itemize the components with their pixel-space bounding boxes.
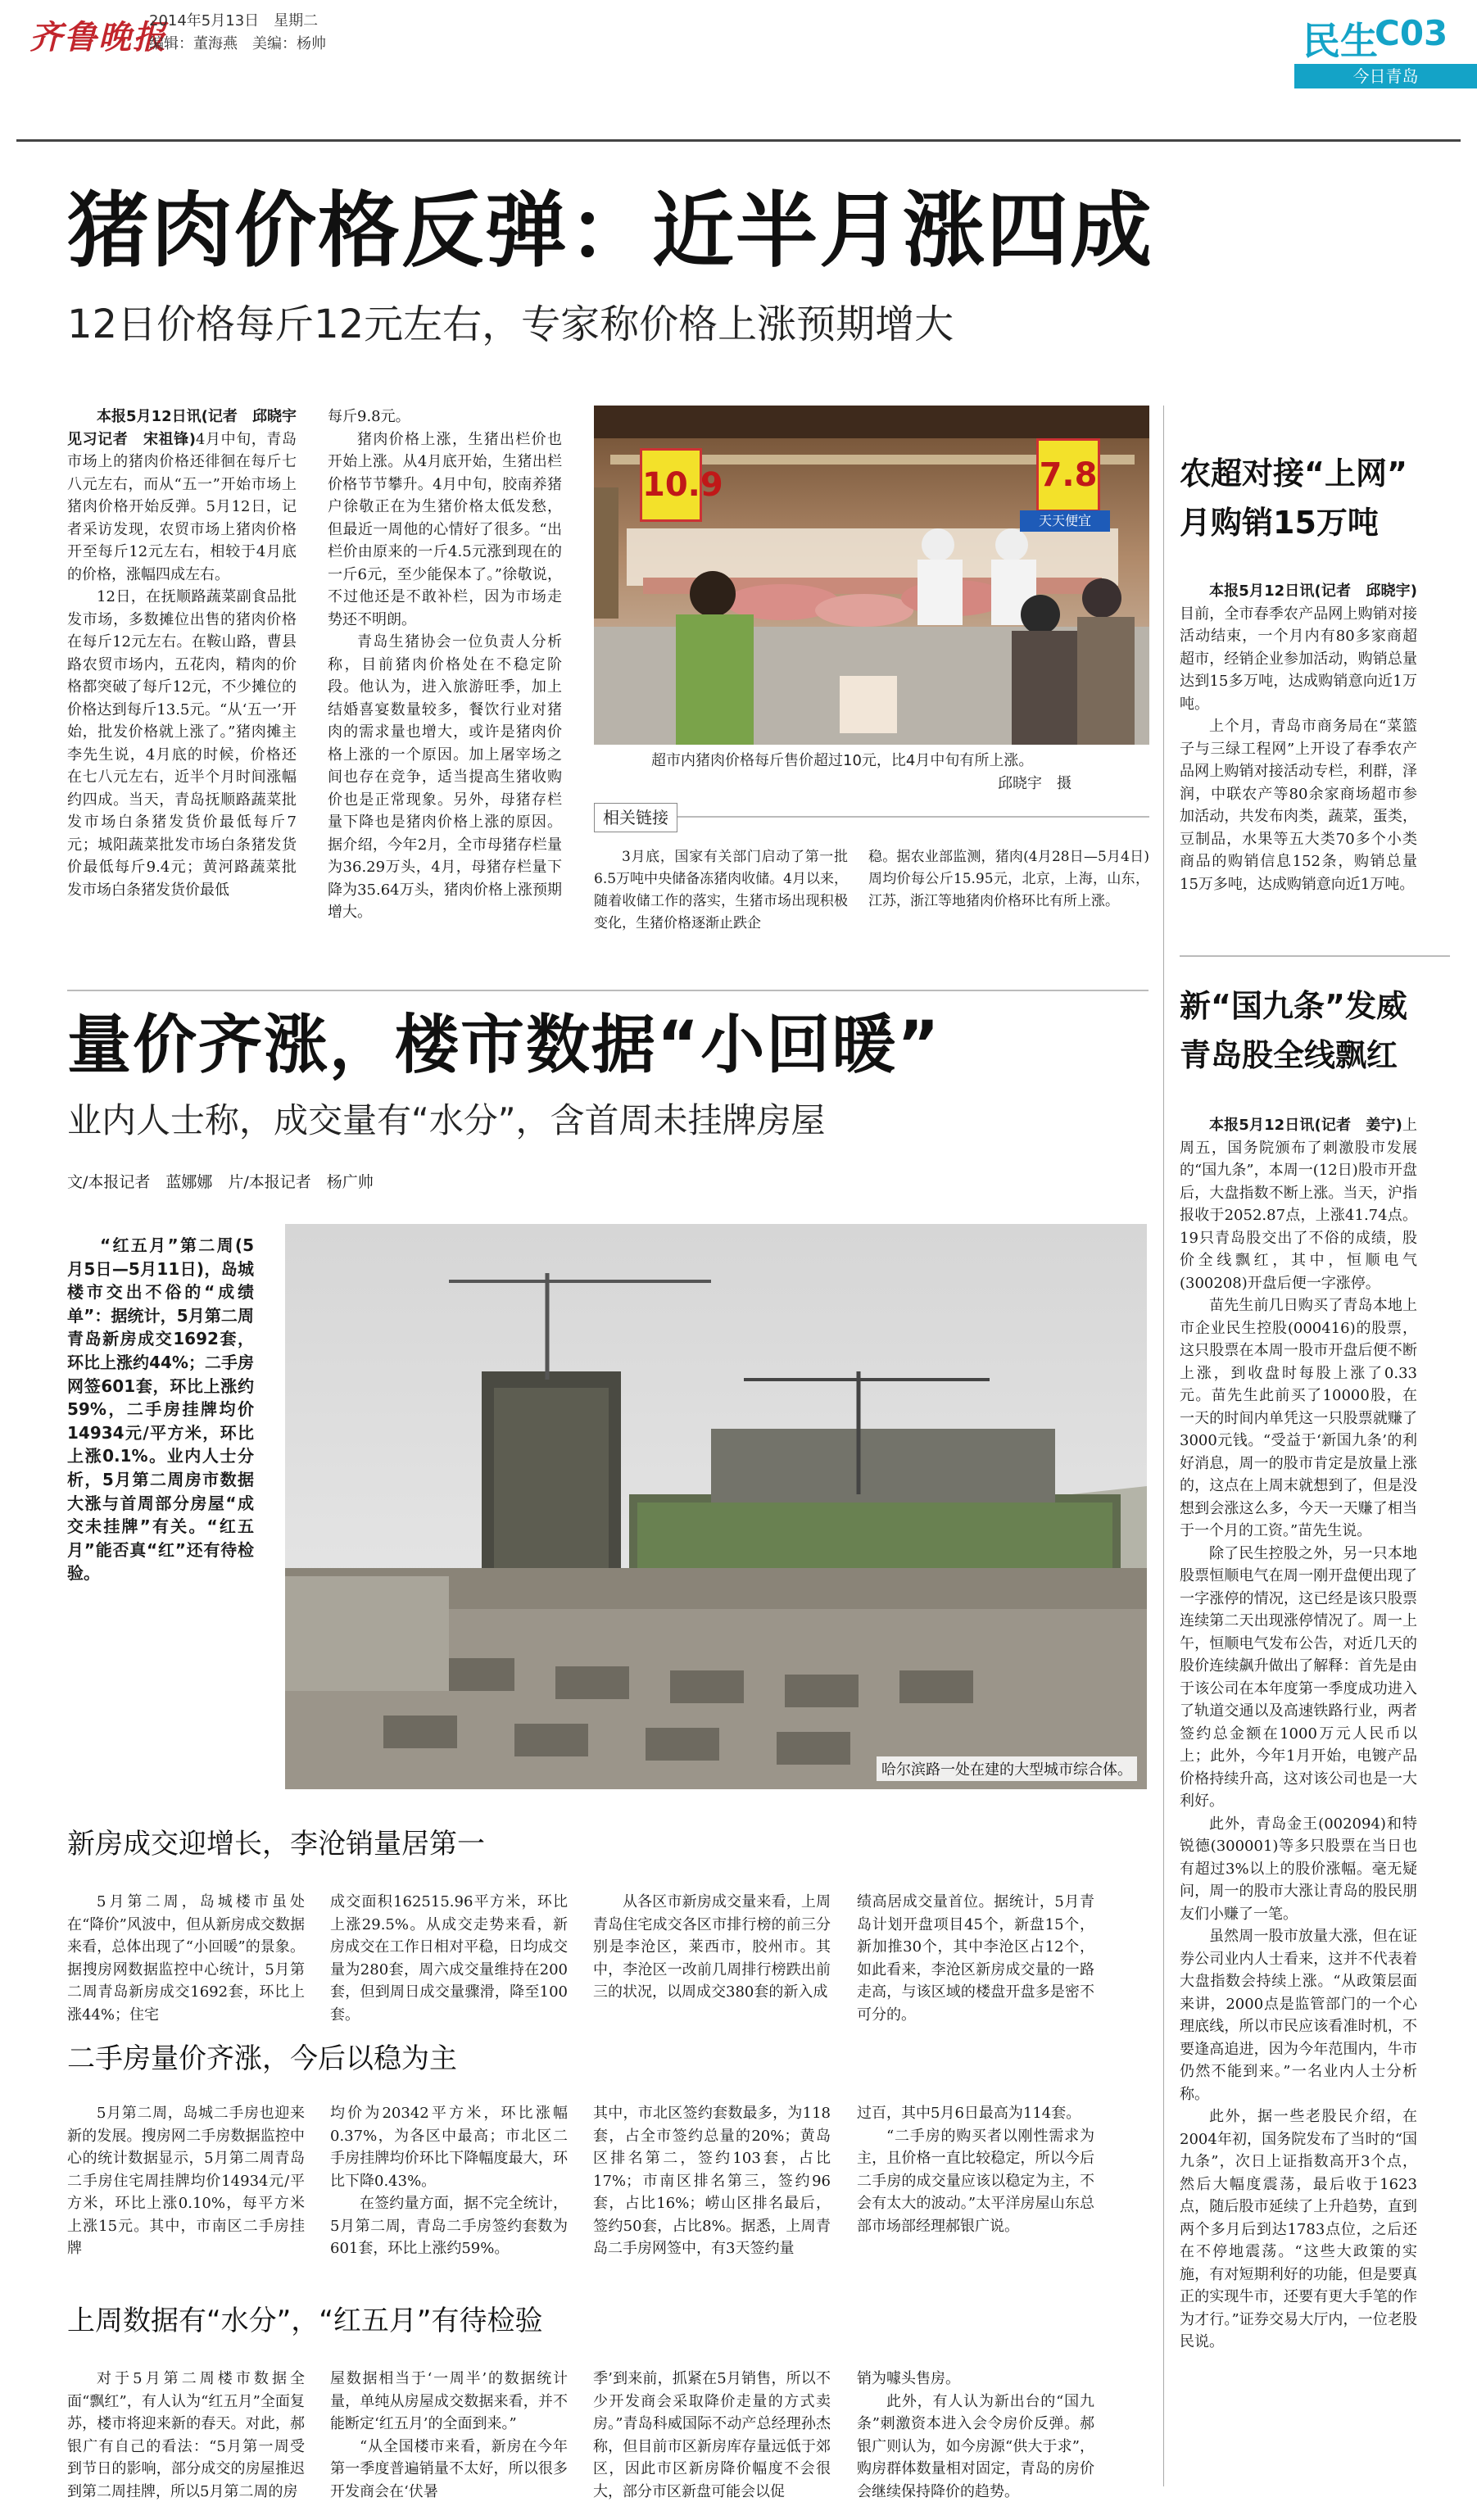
story2-byline: 文/本报记者 蓝娜娜 片/本报记者 杨广帅: [67, 1173, 374, 1191]
side2-byline: 本报5月12日讯(记者 姜宁): [1209, 1117, 1402, 1134]
side2-paragraph: 除了民生控股之外，另一只本地股票恒顺电气在周一刚开盘便出现了一字涨停的情况，这已经是该只股票连续第二天出现涨停情况了。周一上午，恒顺电气发布公告，对近几天的股价连续飙升做出了解释：首先是由于该公司在本年度第一季度成功进入了轨道交通以及高速铁路行业，两者签约总金额在1000万元人民币以上；此外，今年1月开始，电镀产品价格持续升高，这对该公司也是一大利好。: [1180, 1544, 1417, 1810]
side1-title-line: 农超对接“上网”: [1180, 456, 1407, 492]
section2-column-1: [67, 2102, 305, 2278]
section3-paragraph: 对于5月第二周楼市数据全面“飘红”，有人认为“红五月”全面复苏，楼市将迎来新的春天。对此，郝银广有自己的看法：“5月第一周受到节日的影响，部分成交的房屋推迟到第二周挂牌，所以5月第二周的房: [67, 2370, 305, 2500]
story2-title: 量价齐涨，楼市数据“小回暖”: [67, 1008, 941, 1082]
construction-site-photo: [285, 1224, 1147, 1789]
section1-column-3: [593, 1891, 831, 2038]
side1-title: [1180, 449, 1458, 547]
section2-column-4: [857, 2102, 1094, 2278]
story1-paragraph: 猪肉价格上涨，生猪出栏价也开始上涨。从4月底开始，生猪出栏价格节节攀升。4月中旬，胶南养猪户徐敬正在为生猪价格太低发愁，但最近一周他的心情好了很多。“出栏价由原来的一斤4.5元涨到现在的一斤6元，至少能保本了。”徐敬说，不过他还是不敢补栏，因为市场走势还不明朗。: [328, 430, 562, 628]
related-column-1: [594, 846, 848, 968]
pork-counter-photo: [594, 406, 1149, 745]
story1-byline: 本报5月12日讯(记者 邱晓宇 见习记者 宋祖锋): [67, 408, 311, 448]
section1-column-1: [67, 1891, 305, 2038]
section2-column-3: [593, 2102, 831, 2278]
story2-subtitle: 业内人士称，成交量有“水分”，含首周未挂牌房屋: [67, 1100, 826, 1140]
section1-heading: 新房成交迎增长，李沧销量居第一: [67, 1828, 485, 1861]
side2-body: [1180, 1114, 1417, 2487]
section1-column-4: [857, 1891, 1094, 2038]
section2-heading: 二手房量价齐涨，今后以稳为主: [67, 2042, 457, 2075]
side2-title: [1180, 981, 1458, 1080]
story1-subtitle: 12日价格每斤12元左右，专家称价格上涨预期增大: [67, 301, 954, 347]
section2-paragraph: “二手房的购买者以刚性需求为主，且价格一直比较稳定，所以今后二手房的成交量应该以稳定为主，不会有太大的波动。”太平洋房屋山东总部市场部经理郝银广说。: [857, 2127, 1094, 2235]
section2-paragraph: 过百，其中5月6日最高为114套。: [857, 2105, 1081, 2122]
section1-paragraph: 成交面积162515.96平方米，环比上涨29.5%。从成交走势来看，新房成交在工作日相对平稳，日均成交量为280套，周六成交量维持在200套，但到周日成交量骤滑，降至100套。: [330, 1893, 568, 2024]
section1-paragraph: 绩高居成交量首位。据统计，5月青岛计划开盘项目45个，新盘15个，新加推30个，其中李沧区占12个，如此看来，李沧区新房成交量的一路走高，与该区域的楼盘开盘多是密不可分的。: [857, 1893, 1094, 2024]
side2-paragraph: 苗先生前几日购买了青岛本地上市企业民生控股(000416)的股票，这只股票在本周一股市开盘后便不断上涨，到收盘时每股上涨了0.33元。苗先生此前买了10000股，在一天的时间内单凭这一只股票就赚了3000元钱。“受益于‘新国九条’的利好消息，周一的股市肯定是放量上涨的，这点在上周末就想到了，但是没想到会涨这么多，今天一天赚了相当于一个月的工资。”苗先生说。: [1180, 1297, 1417, 1539]
related-paragraph: 稳。据农业部监测，猪肉(4月28日—5月4日)周均价每公斤15.95元，北京，上海，山东，江苏，浙江等地猪肉价格环比有所上涨。: [868, 849, 1149, 909]
story1-paragraph: 青岛生猪协会一位负责人分析称，目前猪肉价格处在不稳定阶段。他认为，进入旅游旺季，加上结婚喜宴数量较多，餐饮行业对猪肉的需求量也增大，或许是猪肉价格上涨的一个原因。加上屠宰场之间也存在竞争，适当提高生猪收购价也是正常现象。另外，母猪存栏量下降也是猪肉价格上涨的原因。据介绍，今年2月，全市母猪存栏量为36.29万头，4月，母猪存栏量下降为35.64万头，猪肉价格上涨预期增大。: [328, 633, 562, 921]
story-divider: [67, 990, 1149, 991]
section2-paragraph: 其中，市北区签约套数最多，为118套，占全市签约总量的20%；黄岛区排名第二，签约103套，占比17%；市南区排名第三，签约96套，占比16%；崂山区排名最后，签约50套，占比8%。据悉，上周青岛二手房网签中，有3天签约量: [593, 2105, 831, 2257]
section2-paragraph: 5月第二周，岛城二手房也迎来新的发展。搜房网二手房数据监控中心的统计数据显示，5月第二周青岛二手房住宅周挂牌均价14934元/平方米，环比上涨0.10%，每平方米上涨15元。其中，市南区二手房挂牌: [67, 2105, 305, 2257]
story1-paragraph: 4月中旬，青岛市场上的猪肉价格还徘徊在每斤七八元左右，而从“五一”开始市场上猪肉价格开始反弹。5月12日，记者采访发现，农贸市场上猪肉价格开至每斤12元左右，相较于4月底的价格，涨幅四成左右。: [67, 430, 297, 583]
side2-paragraph: 此外，青岛金王(002094)和特锐德(300001)等多只股票在当日也有超过3%以上的股价涨幅。毫无疑问，周一的股市大涨让青岛的股民朋友们小赚了一笔。: [1180, 1815, 1417, 1923]
price-sign-right: 7.8: [1036, 438, 1100, 512]
section-name: 民生: [1303, 19, 1378, 63]
section1-column-2: [330, 1891, 568, 2038]
section1-paragraph: 5月第二周，岛城楼市虽处在“降价”风波中，但从新房成交数据来看，总体出现了“小回暖”的景象。据搜房网数据监控中心统计，5月第二周青岛新房成交1692套，环比上涨44%；住宅: [67, 1893, 305, 2024]
story1-paragraph: 12日，在抚顺路蔬菜副食品批发市场，多数摊位出售的猪肉价格在每斤12元左右。在鞍山路，曹县路农贸市场内，五花肉，精肉的价格都突破了每斤12元，不少摊位的价格达到每斤13.5元。“从‘五一’开始，批发价格就上涨了。”猪肉摊主李先生说，4月底的时候，价格还在七八元左右，近半个月时间涨幅约四成。当天，青岛抚顺路蔬菜批发市场白条猪发货价最低每斤7元；城阳蔬菜批发市场白条猪发货价最低每斤9.4元；黄河路蔬菜批发市场白条猪发货价最低: [67, 588, 297, 899]
section2-paragraph: 均价为20342平方米，环比涨幅0.37%，为各区中最高；市北区二手房挂牌均价环比下降幅度最大，环比下降0.43%。: [330, 2105, 568, 2190]
story1-photo-credit: 邱晓宇 摄: [998, 775, 1072, 792]
side2-paragraph: 虽然周一股市放量大涨，但在证券公司业内人士看来，这并不代表着大盘指数会持续上涨。“从政策层面来讲，2000点是监管部门的一个心理底线，所以市民应该看准时机，不要逢高追进，因为今年范围内，牛市仍然不能到来。”一名业内人士分析称。: [1180, 1928, 1417, 2103]
side2-title-line: 青岛股全线飘红: [1180, 1037, 1398, 1073]
side1-title-line: 月购销15万吨: [1180, 505, 1379, 541]
section3-paragraph: “从全国楼市来看，新房在今年第一季度普遍销量不太好，所以很多开发商会在‘伏暑: [330, 2437, 568, 2500]
column-divider: [1163, 406, 1164, 2486]
story1-column-1: [67, 406, 311, 967]
section3-column-1: [67, 2368, 305, 2512]
story2-photo-caption: 哈尔滨路一处在建的大型城市综合体。: [877, 1756, 1137, 1781]
story2-lead: [67, 1234, 254, 1709]
section3-heading: 上周数据有“水分”，“红五月”有待检验: [67, 2305, 543, 2337]
newspaper-logo: 齐鲁晚报: [29, 18, 167, 57]
section3-paragraph: 季’到来前，抓紧在5月销售，所以不少开发商会采取降价走量的方式卖房。”青岛科威国际不动产总经理孙杰称，但目前市区新房库存量远低于郊区，因此市区新房降价幅度不会很大，部分市区新盘可能会以促: [593, 2370, 831, 2500]
section3-column-3: [593, 2368, 831, 2512]
section3-column-2: [330, 2368, 568, 2512]
section3-column-4: [857, 2368, 1094, 2512]
section3-paragraph: 销为噱头售房。: [857, 2370, 960, 2387]
section3-paragraph: 此外，有人认为新出台的“国九条”刺激资本进入会令房价反弹。郝银广则认为，如今房源“供大于求”，购房群体数量相对固定，青岛的房价会继续保持降价的趋势。: [857, 2392, 1094, 2500]
side2-paragraph: 此外，据一些老股民介绍，在2004年初，国务院发布了当时的“国九条”，次日上证指数高开3个点，然后大幅度震荡，最后收于1623点，随后股市延续了上升趋势，直到两个多月后到达1783点位，之后还在不停地震荡。“这些大政策的实施，有对短期利好的功能，但是要真正的实现牛市，还要有更大手笔的作为才行。”证券交易大厅内，一位老股民说。: [1180, 2108, 1417, 2350]
side2-paragraph: 上周五，国务院颁布了刺激股市发展的“国九条”，本周一(12日)股市开盘后，大盘指数不断上涨。当天，沪指报收于2052.87点，上涨41.74点。19只青岛股交出了不俗的成绩，股价全线飘红，其中，恒顺电气(300208)开盘后便一字涨停。: [1180, 1117, 1417, 1292]
story1-paragraph: 每斤9.8元。: [328, 408, 410, 425]
section-subtitle: 今日青岛: [1294, 64, 1477, 88]
header-rule: [16, 139, 1461, 142]
price-sign-left: 10.9: [640, 448, 702, 522]
promo-banner: 天天便宜: [1020, 510, 1110, 532]
section1-paragraph: 从各区市新房成交量来看，上周青岛住宅成交各区市排行榜的前三分别是李沧区，莱西市，胶州市。其中，李沧区一改前几周排行榜跌出前三的状况，以周成交380套的新入成: [593, 1893, 831, 2001]
side2-title-line: 新“国九条”发威: [1180, 988, 1407, 1024]
section3-paragraph: 屋数据相当于‘一周半’的数据统计量，单纯从房屋成交数据来看，并不能断定‘红五月’的全面到来。”: [330, 2370, 568, 2432]
side1-byline: 本报5月12日讯(记者 邱晓宇): [1209, 582, 1417, 600]
side1-paragraph: 上个月，青岛市商务局在“菜篮子与三绿工程网”上开设了春季农产品网上购销对接活动专栏，利群，泽润，中联农产等80余家商场超市参加活动，共发布肉类，蔬菜，蛋类，豆制品，水果等五大类70多个小类商品的购销信息152条，购销总量15万多吨，达成购销意向近1万吨。: [1180, 718, 1417, 893]
related-label: 相关链接: [594, 803, 677, 832]
side1-paragraph: 目前，全市春季农产品网上购销对接活动结束，一个月内有80多家商超超市，经销企业参加活动，购销总量达到15多万吨，达成购销意向近1万吨。: [1180, 605, 1417, 713]
section2-column-2: [330, 2102, 568, 2278]
editors-line: 编辑：董海燕 美编：杨帅: [149, 35, 326, 52]
side1-body: [1180, 580, 1417, 924]
related-paragraph: 3月底，国家有关部门启动了第一批6.5万吨中央储备冻猪肉收储。4月以来，随着收储工作的落实，生猪市场出现积极变化，生猪价格逐渐止跌企: [594, 849, 848, 931]
side-divider: [1180, 955, 1450, 957]
story2-lead-text: “红五月”第二周(5月5日—5月11日)，岛城楼市交出不俗的“成绩单”：据统计，5月第二周青岛新房成交1692套，环比上涨约44%；二手房网签601套，环比上涨约59%，二手房挂牌均价14934元/平方米，环比上涨0.1%。业内人士分析，5月第二周房市数据大涨与首周部分房屋“成交未挂牌”有关。“红五月”能否真“红”还有待检验。: [67, 1235, 254, 1584]
story1-column-2: [328, 406, 562, 967]
story1-photo-caption: 超市内猪肉价格每斤售价超过10元，比4月中旬有所上涨。: [651, 752, 1034, 769]
section2-paragraph: 在签约量方面，据不完全统计，5月第二周，青岛二手房签约套数为601套，环比上涨约59%。: [330, 2195, 568, 2257]
story1-title: 猪肉价格反弹：近半月涨四成: [67, 183, 1153, 279]
date-line: 2014年5月13日 星期二: [149, 12, 319, 29]
related-column-2: [868, 846, 1149, 968]
page-number: C03: [1375, 13, 1448, 53]
